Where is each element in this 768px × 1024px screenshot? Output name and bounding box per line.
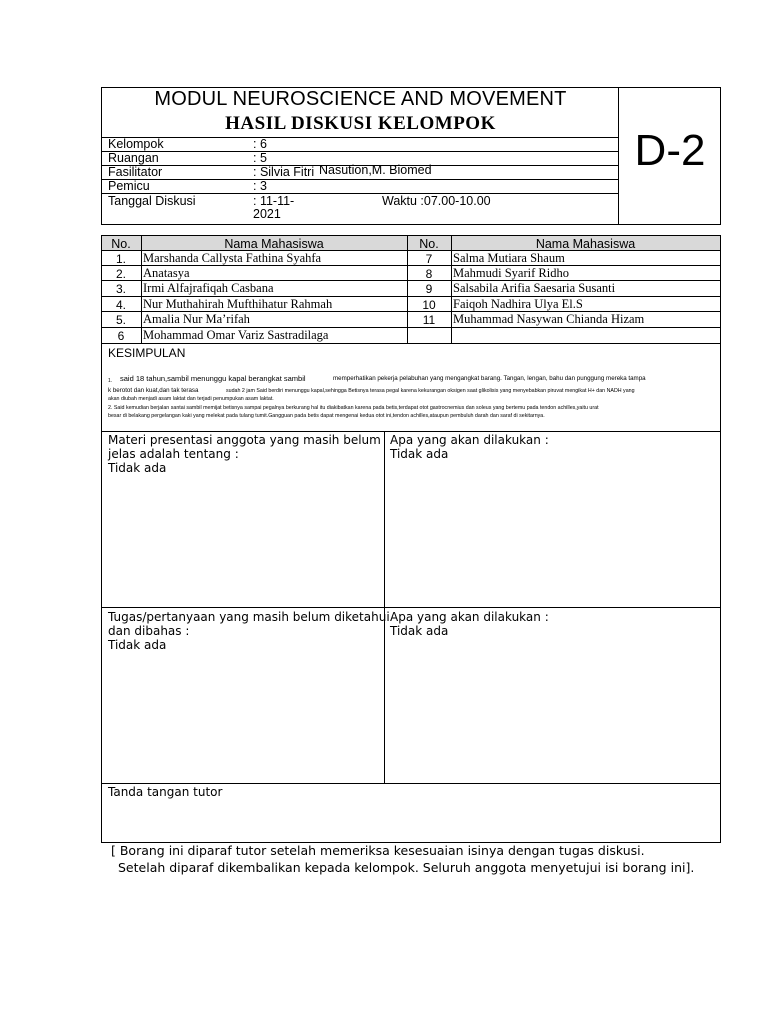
- module-title: MODUL NEUROSCIENCE AND MOVEMENT: [154, 88, 567, 110]
- materi-label-line1: Materi presentasi anggota yang masih belum: [108, 433, 381, 447]
- kelompok-label: Kelompok: [108, 137, 164, 151]
- row-number: 2.: [115, 267, 126, 281]
- fasilitator-value: : Silvia Fitri: [253, 165, 315, 179]
- row-number: 3.: [115, 282, 126, 296]
- materi-action-label: Apa yang akan dilakukan :: [390, 433, 549, 447]
- tanggal-label: Tanggal Diskusi: [108, 194, 196, 208]
- form-code: D-2: [634, 126, 706, 175]
- fasilitator-value-cont: Nasution,M. Biomed: [319, 163, 432, 177]
- header-name-right: Nama Mahasiswa: [535, 237, 636, 251]
- row-number: 1.: [115, 252, 126, 266]
- pemicu-label: Pemicu: [108, 179, 150, 193]
- row-number: 8: [425, 267, 433, 281]
- student-name: Mohammad Omar Variz Sastradilaga: [143, 328, 329, 342]
- row-number: 5.: [115, 313, 126, 327]
- student-name: Marshanda Callysta Fathina Syahfa: [143, 251, 322, 265]
- row-number: 11: [422, 313, 436, 327]
- kelompok-value: : 6: [253, 137, 267, 151]
- materi-action-value: Tidak ada: [390, 447, 449, 461]
- student-name: Salma Mutiara Shaum: [453, 251, 565, 265]
- kesimpulan-p1-line2a: k berotot dan kuat,dan tak terasa: [108, 387, 199, 394]
- row-number: 9: [425, 282, 433, 296]
- footer-line1: [ Borang ini diparaf tutor setelah memeriksa kesesuaian isinya dengan tugas diskusi.: [111, 843, 645, 858]
- student-name: Amalia Nur Ma’rifah: [143, 312, 250, 326]
- materi-label-line2: jelas adalah tentang :: [108, 447, 239, 461]
- kesimpulan-p2-line2: besar di belakang pergelangan kaki yang melekat pada tulang tumit.Gangguan pada betis dapat mengenai kedua otot ini,tendon achilles,ataupun pembuluh darah dan saraf di sekitarnya.: [108, 413, 545, 419]
- tugas-action-value: Tidak ada: [390, 624, 449, 638]
- student-name: Faiqoh Nadhira Ulya El.S: [453, 297, 583, 311]
- tanggal-value: : 11-11-: [253, 194, 295, 208]
- kesimpulan-p2-line1: 2. Said kemudian berjalan santai sambil memijat betisnya sampai pegalnya berkurang hal itu diakibatkan karena pada betis,terdapat otot gastrocnemius dan soleus yang bertemu pada tendon achilles,yaitu urat: [108, 405, 599, 411]
- header-no-left: No.: [111, 237, 131, 251]
- student-name: Irmi Alfajrafiqah Casbana: [143, 281, 274, 295]
- tugas-action-label: Apa yang akan dilakukan :: [390, 610, 549, 624]
- student-name: Anatasya: [143, 266, 190, 280]
- kesimpulan-p1-line3: akan diubah menjadi asam laktat dan terjadi penumpukan asam laktat.: [108, 396, 274, 402]
- row-number: 10: [422, 298, 436, 312]
- materi-value: Tidak ada: [108, 461, 167, 475]
- waktu-value: Waktu :07.00-10.00: [382, 194, 491, 208]
- kesimpulan-p1-number: 1.: [108, 378, 113, 384]
- form-title: HASIL DISKUSI KELOMPOK: [225, 113, 496, 134]
- pemicu-value: : 3: [253, 179, 267, 193]
- ruangan-value: : 5: [253, 151, 267, 165]
- signature-label: Tanda tangan tutor: [108, 785, 223, 799]
- student-name: Muhammad Nasywan Chianda Hizam: [453, 312, 645, 326]
- footer-line2: Setelah diparaf dikembalikan kepada kelompok. Seluruh anggota menyetujui isi borang ini].: [118, 860, 695, 875]
- kesimpulan-p1-line1b: memperhatikan pekerja pelabuhan yang mengangkat barang. Tangan, lengan, bahu dan punggung mereka tampa: [333, 375, 646, 382]
- kesimpulan-p1-line2b: sudah 2 jam Said berdiri menunggu kapal,sehingga Betisnya terasa pegal karena kekurangan oksigen saat glikolisis yang menyebabkan piruvat mengikat H+ dan NADH yang: [226, 388, 635, 394]
- kesimpulan-p1-line1a: said 18 tahun,sambil menunggu kapal berangkat sambil: [120, 374, 306, 383]
- row-number: 6: [117, 329, 125, 343]
- row-number: 7: [425, 252, 433, 266]
- tugas-label-line2: dan dibahas :: [108, 624, 190, 638]
- header-no-right: No.: [419, 237, 439, 251]
- tugas-value: Tidak ada: [108, 638, 167, 652]
- ruangan-label: Ruangan: [108, 151, 159, 165]
- kesimpulan-label: KESIMPULAN: [108, 346, 186, 360]
- tanggal-year: 2021: [253, 207, 281, 221]
- student-name: Mahmudi Syarif Ridho: [453, 266, 569, 280]
- fasilitator-label: Fasilitator: [108, 165, 163, 179]
- tugas-label-line1: Tugas/pertanyaan yang masih belum diketahui: [108, 610, 390, 624]
- student-name: Salsabila Arifia Saesaria Susanti: [453, 281, 616, 295]
- row-number: 4.: [115, 298, 126, 312]
- header-name-left: Nama Mahasiswa: [224, 237, 324, 251]
- student-name: Nur Muthahirah Mufthihatur Rahmah: [143, 297, 333, 311]
